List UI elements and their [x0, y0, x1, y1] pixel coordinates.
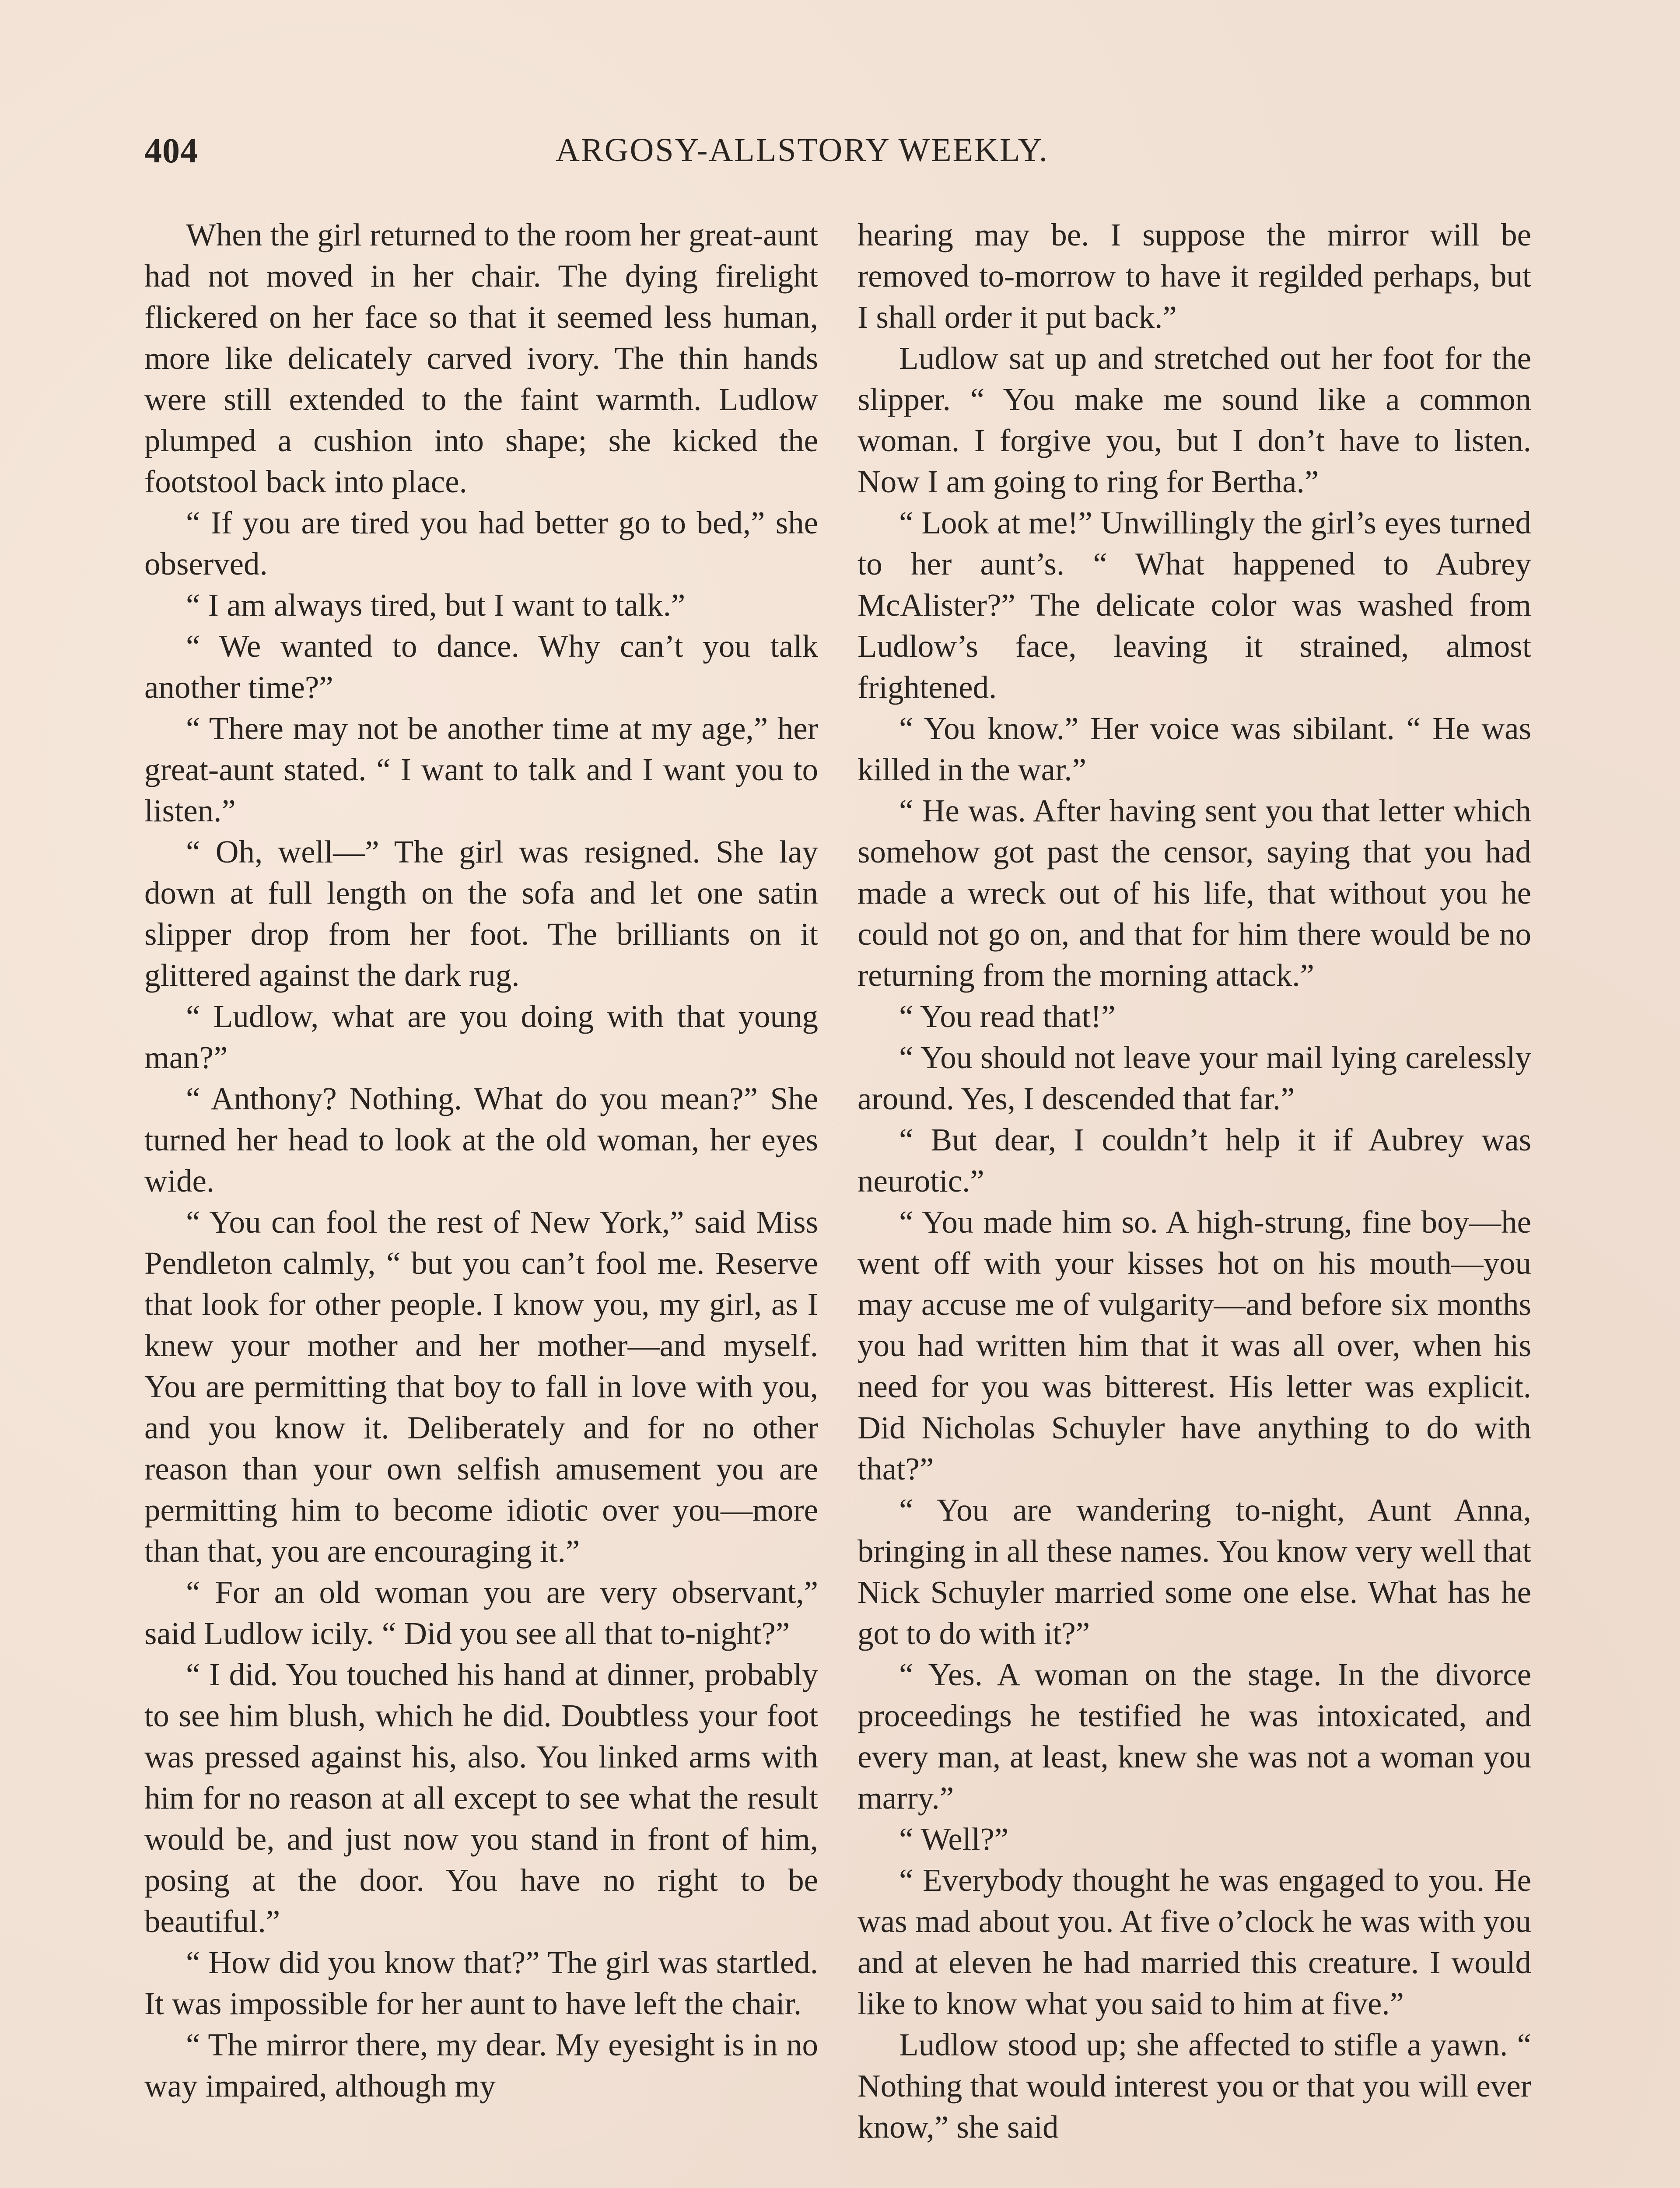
- paragraph: “ Ludlow, what are you doing with that young man?”: [144, 999, 818, 1075]
- paragraph: “ You read that!”: [899, 999, 1116, 1034]
- paragraph: Ludlow stood up; she affected to stifle a yawn. “ Nothing that would interest you or that you will ever know,” she said: [858, 2027, 1531, 2145]
- paragraph: “ You can fool the rest of New York,” said Miss Pendleton calmly, “ but you can’t fool me. Reserve that look for other people. I know you, my girl, as I knew your mother and her mother—and myself. You are permitting that boy to fall in love with you, and you know it. Deliberately and for no other reason than your own selfish amusement you are permitting him to become idiotic over you—more than that, you are encouraging it.”: [144, 1204, 818, 1569]
- paragraph: “ Yes. A woman on the stage. In the divorce proceedings he testified he was intoxicated, and every man, at least, knew she was not a woman you marry.”: [858, 1657, 1531, 1816]
- paragraph: “ We wanted to dance. Why can’t you talk another time?”: [144, 628, 818, 705]
- paragraph: “ If you are tired you had better go to bed,” she observed.: [144, 505, 818, 582]
- paragraph: “ How did you know that?” The girl was startled. It was impossible for her aunt to have left the chair.: [144, 1945, 818, 2021]
- page-number: 404: [144, 132, 198, 170]
- paragraph: “ I did. You touched his hand at dinner, probably to see him blush, which he did. Doubtless your foot was pressed against his, also. You linked arms with him for no reason at all except to see what the result would be, and just now you stand in front of him, posing at the door. You have no right to be beautiful.”: [144, 1657, 818, 1939]
- paragraph: When the girl returned to the room her great-aunt had not moved in her chair. The dying firelight flickered on her face so that it seemed less human, more like delicately carved ivory. The thin hands were still extended to the faint warmth. Ludlow plumped a cushion into shape; she kicked the footstool back into place.: [144, 217, 818, 499]
- paragraph: “ Anthony? Nothing. What do you mean?” She turned her head to look at the old woman, her eyes wide.: [144, 1081, 818, 1199]
- paragraph: “ He was. After having sent you that letter which somehow got past the censor, saying that you had made a wreck out of his life, that without you he could not go on, and that for him there would be no returning from the morning attack.”: [858, 793, 1531, 993]
- left-column: [144, 214, 818, 2107]
- paragraph: “ Everybody thought he was engaged to you. He was mad about you. At five o’clock he was with you and at eleven he had married this creature. I would like to know what you said to him at five.”: [858, 1862, 1531, 2021]
- paragraph: Ludlow sat up and stretched out her foot for the slipper. “ You make me sound like a common woman. I forgive you, but I don’t have to listen. Now I am going to ring for Bertha.”: [858, 340, 1531, 499]
- paragraph: “ Look at me!” Unwillingly the girl’s eyes turned to her aunt’s. “ What happened to Aubrey McAlister?” The delicate color was washed from Ludlow’s face, leaving it strained, almost frightened.: [858, 505, 1531, 705]
- paragraph: “ Oh, well—” The girl was resigned. She lay down at full length on the sofa and let one satin slipper drop from her foot. The brilliants on it glittered against the dark rug.: [144, 834, 818, 993]
- paragraph: “ You know.” Her voice was sibilant. “ He was killed in the war.”: [858, 711, 1531, 787]
- paragraph: “ I am always tired, but I want to talk.”: [186, 587, 686, 623]
- paragraph: “ You should not leave your mail lying carelessly around. Yes, I descended that far.”: [858, 1040, 1531, 1116]
- paragraph-continued: hearing may be. I suppose the mirror will be removed to-morrow to have it regilded perhaps, but I shall order it put back.”: [858, 217, 1531, 335]
- paragraph: “ But dear, I couldn’t help it if Aubrey was neurotic.”: [858, 1122, 1531, 1199]
- right-column: [858, 214, 1531, 2148]
- page-header: [144, 131, 1536, 184]
- paragraph: “ The mirror there, my dear. My eyesight is in no way impaired, although my: [144, 2027, 818, 2104]
- paragraph: “ You are wandering to-night, Aunt Anna, bringing in all these names. You know very well that Nick Schuyler married some one else. What has he got to do with it?”: [858, 1492, 1531, 1651]
- running-head: ARGOSY-ALLSTORY WEEKLY.: [556, 132, 1049, 168]
- paragraph: “ You made him so. A high-strung, fine boy—he went off with your kisses hot on his mouth—you may accuse me of vulgarity—and before six months you had written him that it was all over, when his need for you was bitterest. His letter was explicit. Did Nicholas Schuyler have anything to do with that?”: [858, 1204, 1531, 1487]
- paragraph: “ Well?”: [899, 1821, 1009, 1857]
- paragraph: “ For an old woman you are very observant,” said Ludlow icily. “ Did you see all that to-night?”: [144, 1574, 818, 1651]
- paragraph: “ There may not be another time at my age,” her great-aunt stated. “ I want to talk and I want you to listen.”: [144, 711, 818, 828]
